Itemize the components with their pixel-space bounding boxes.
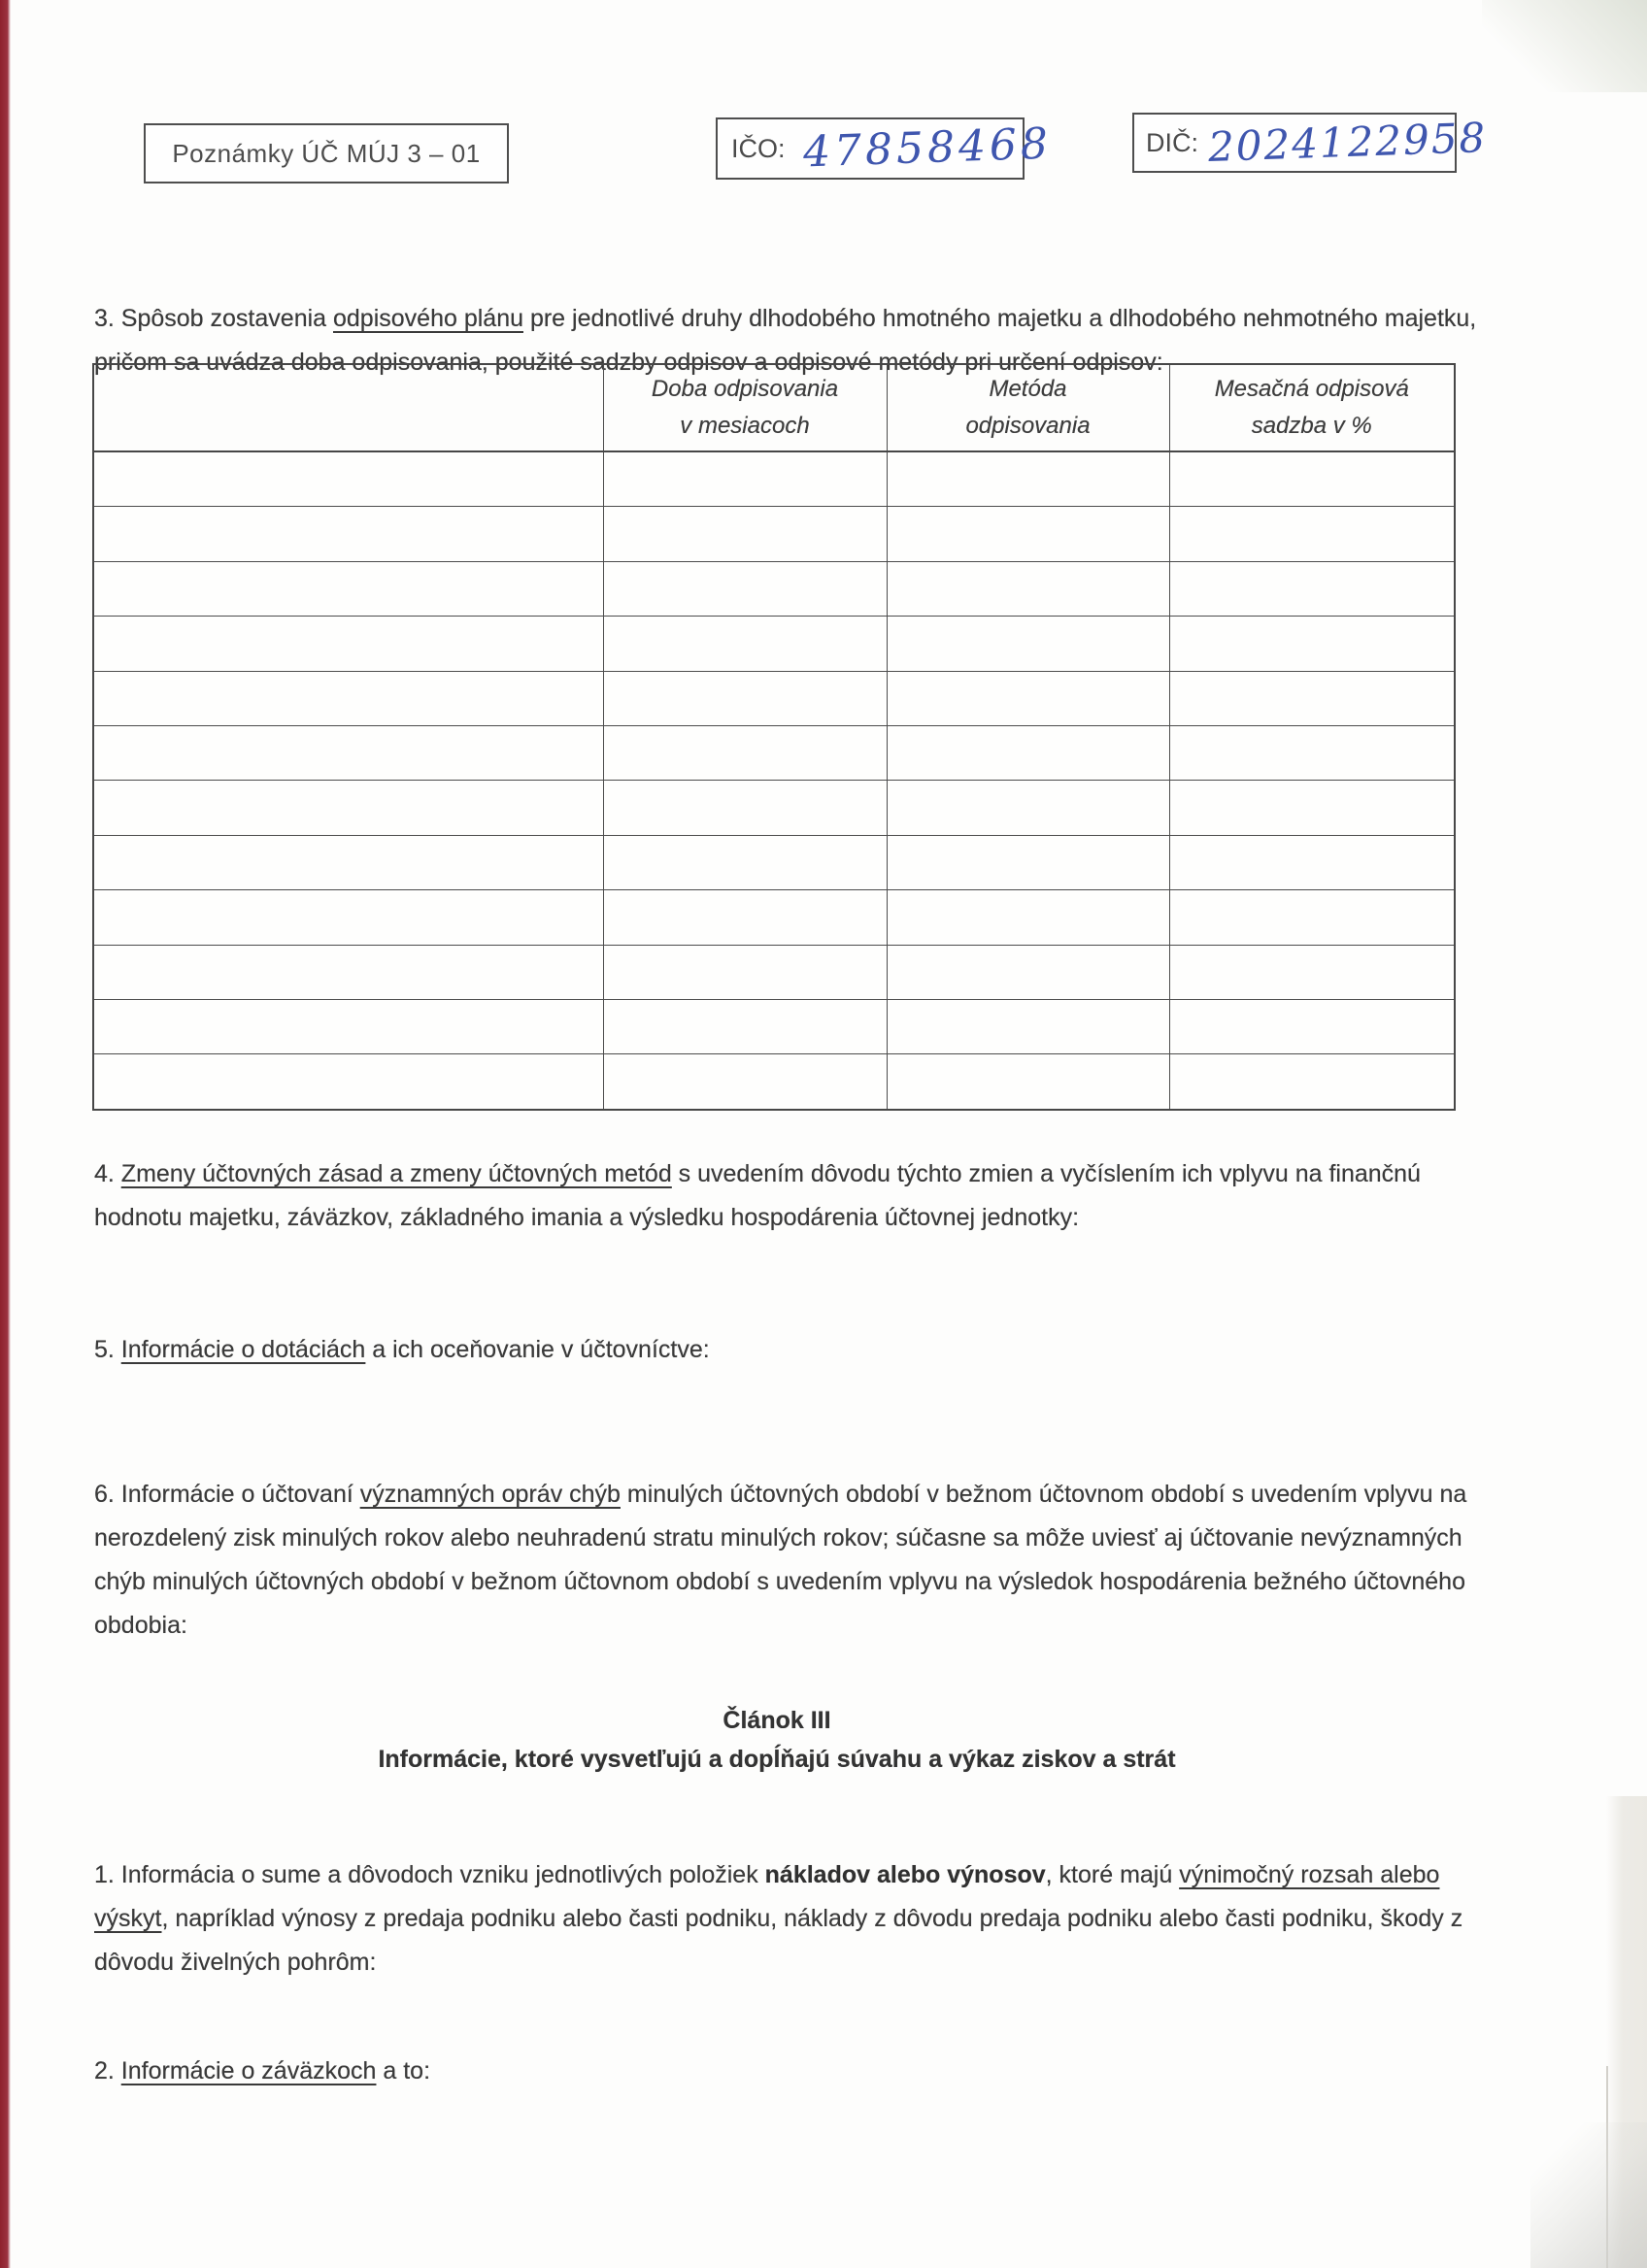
ico-label: IČO: (731, 133, 786, 163)
table-cell-empty (887, 945, 1169, 999)
table-row (93, 835, 1455, 889)
table-cell-empty (1169, 451, 1455, 507)
table-row (93, 781, 1455, 835)
table-cell-empty (1169, 890, 1455, 945)
table-cell-empty (887, 451, 1169, 507)
underlined-term: Informácie o dotáciách (120, 1336, 366, 1363)
column-header-line: Doba odpisovania (651, 376, 839, 402)
table-row (93, 671, 1455, 725)
underlined-term: odpisového plánu (333, 305, 523, 332)
column-header-line: Metóda (989, 376, 1067, 402)
table-row (93, 617, 1455, 671)
text-run: a to: (376, 2057, 431, 2085)
text-run: 6. Informácie o účtovaní (94, 1481, 360, 1508)
text-run: 3. Spôsob zostavenia (94, 305, 333, 332)
text-run: a ich oceňovanie v účtovníctve: (365, 1336, 710, 1363)
table-cell-empty (887, 617, 1169, 671)
depreciation-table (92, 363, 1456, 1111)
table-row (93, 507, 1455, 561)
table-cell-empty (887, 725, 1169, 780)
column-header-monthly-rate (1169, 364, 1455, 451)
table-cell-empty (1169, 835, 1455, 889)
table-cell-empty (603, 507, 887, 561)
scan-artifact-top-right (1482, 0, 1647, 92)
section-4-paragraph (94, 1152, 1481, 1240)
table-cell-empty (1169, 781, 1455, 835)
table-cell-empty (603, 890, 887, 945)
article3-item-1-paragraph (94, 1853, 1481, 1984)
column-header-line: v mesiacoch (680, 413, 810, 439)
table-cell-empty (887, 561, 1169, 616)
column-header-line: odpisovania (965, 413, 1091, 439)
table-cell-empty (93, 617, 603, 671)
table-cell-empty (1169, 671, 1455, 725)
table-cell-empty (93, 1054, 603, 1110)
table-cell-empty (603, 945, 887, 999)
dic-box (1132, 113, 1488, 173)
text-run: , napríklad výnosy z predaja podniku alebo časti podniku, náklady z dôvodu predaja podniku alebo časti podniku, škody z dôvodu živelných pohrôm: (94, 1905, 1463, 1976)
table-cell-empty (93, 671, 603, 725)
scan-artifact-bottom-right (1530, 2122, 1647, 2268)
table-cell-empty (887, 671, 1169, 725)
text-run: 5. (94, 1336, 121, 1363)
table-cell-empty (887, 1054, 1169, 1110)
table-cell-empty (603, 1054, 887, 1110)
table-cell-empty (1169, 1054, 1455, 1110)
column-header-depreciation-method (887, 364, 1169, 451)
table-row (93, 451, 1455, 507)
table-header-row (93, 364, 1455, 451)
table-cell-empty (93, 725, 603, 780)
article3-item-2-paragraph (94, 2050, 1481, 2093)
table-cell-empty (603, 561, 887, 616)
section-6-paragraph (94, 1473, 1481, 1648)
table-cell-empty (603, 617, 887, 671)
text-run: , ktoré majú (1045, 1861, 1180, 1888)
table-cell-empty (93, 835, 603, 889)
table-cell-empty (1169, 945, 1455, 999)
depreciation-table-body (93, 451, 1455, 1110)
table-cell-empty (1169, 507, 1455, 561)
table-cell-empty (887, 507, 1169, 561)
form-code-label: Poznámky ÚČ MÚJ 3 – 01 (172, 138, 481, 168)
column-header-depreciation-period (603, 364, 887, 451)
table-cell-empty (93, 781, 603, 835)
article-title: Článok III (723, 1707, 831, 1734)
table-cell-empty (93, 890, 603, 945)
underlined-term: Zmeny účtovných zásad a zmeny účtovných metód (120, 1160, 672, 1187)
table-cell-empty (603, 835, 887, 889)
column-header-item-blank (93, 364, 603, 451)
bold-term: nákladov alebo výnosov (764, 1861, 1046, 1888)
table-cell-empty (93, 507, 603, 561)
underlined-term: významných opráv chýb (359, 1481, 621, 1508)
table-cell-empty (1169, 999, 1455, 1053)
underlined-term: Informácie o záväzkoch (120, 2057, 377, 2085)
table-row (93, 999, 1455, 1053)
table-cell-empty (603, 781, 887, 835)
table-cell-empty (93, 999, 603, 1053)
text-run: s uvedením dôvodu týchto zmien a vyčíslením ich vplyvu na finančnú hodnotu majetku, záväzkov, základného imania a výsledku hospodárenia účtovnej jednotky: (94, 1160, 1421, 1231)
table-cell-empty (93, 561, 603, 616)
table-cell-empty (603, 999, 887, 1053)
table-cell-empty (887, 890, 1169, 945)
scan-edge-strip (0, 0, 11, 2268)
ico-box (716, 117, 1053, 180)
article-heading (94, 1701, 1460, 1779)
table-cell-empty (1169, 561, 1455, 616)
table-row (93, 945, 1455, 999)
dic-label: DIČ: (1146, 127, 1198, 157)
table-cell-empty (603, 671, 887, 725)
section-5-paragraph (94, 1328, 1481, 1372)
table-row (93, 725, 1455, 780)
table-cell-empty (93, 451, 603, 507)
text-run: 1. Informácia o sume a dôvodoch vzniku jednotlivých položiek (94, 1861, 765, 1888)
column-header-line: Mesačná odpisová (1214, 376, 1409, 402)
column-header-line: sadzba v % (1251, 413, 1372, 439)
table-cell-empty (1169, 725, 1455, 780)
dic-value-handwritten: 2024122958 (1207, 114, 1488, 171)
table-cell-empty (93, 945, 603, 999)
ico-value-handwritten: 47858468 (801, 118, 1053, 178)
table-cell-empty (603, 451, 887, 507)
form-code-box (144, 123, 509, 183)
table-row (93, 561, 1455, 616)
underlined-term: výnimočný rozsah alebo výskyt (94, 1861, 1440, 1932)
table-cell-empty (887, 781, 1169, 835)
table-cell-empty (887, 999, 1169, 1053)
text-run: 4. (94, 1160, 121, 1187)
table-cell-empty (1169, 617, 1455, 671)
table-row (93, 1054, 1455, 1110)
table-cell-empty (603, 725, 887, 780)
text-run: minulých účtovných období v bežnom účtovnom období s uvedením vplyvu na nerozdelený zisk minulých rokov alebo neuhradenú stratu minulých rokov; súčasne sa môže uviesť aj účtovanie nevýznamných chýb minulých účtovných období v bežnom účtovnom období s uvedením vplyvu na výsledok hospodárenia bežného účtovného obdobia: (94, 1481, 1467, 1639)
text-run: 2. (94, 2057, 121, 2085)
article-subtitle: Informácie, ktoré vysvetľujú a dopĺňajú súvahu a výkaz ziskov a strát (378, 1746, 1176, 1773)
table-row (93, 890, 1455, 945)
table-cell-empty (887, 835, 1169, 889)
text-run: pre jednotlivé druhy dlhodobého hmotného majetku a dlhodobého nehmotného majetku, pričom sa uvádza doba odpisovania, použité sadzby odpisov a odpisové metódy pri určení odpisov: (94, 305, 1477, 376)
